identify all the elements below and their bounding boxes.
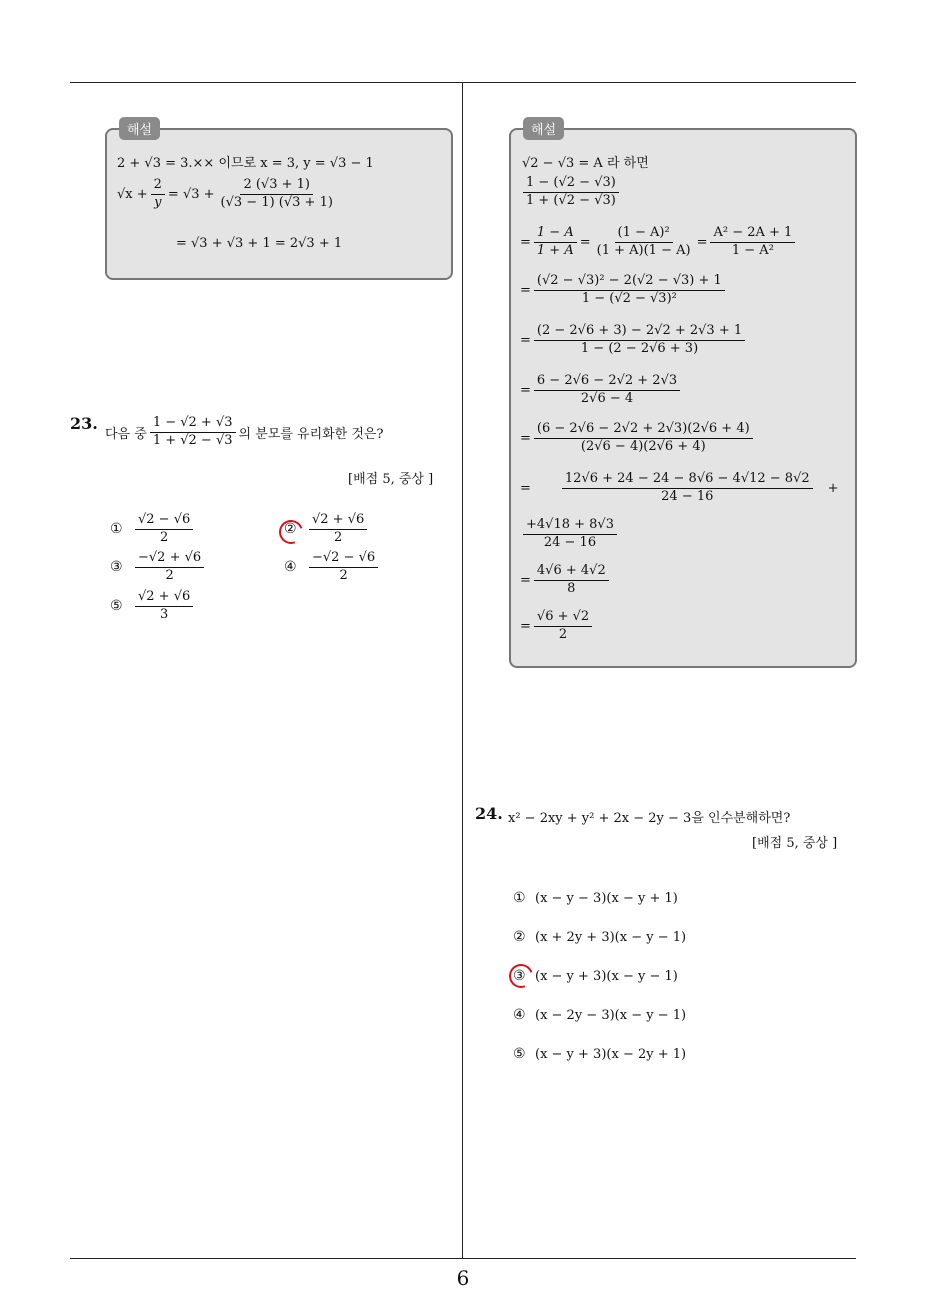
solution-step	[520, 374, 683, 407]
equals: =	[696, 234, 708, 250]
denominator: 2√6 − 4	[580, 390, 634, 406]
score-label: [배점 5, 중상 ]	[348, 472, 434, 487]
fraction	[218, 178, 336, 211]
fraction	[534, 564, 609, 597]
choice-text: (x + 2y + 3)(x − y − 1)	[535, 929, 687, 945]
answer-circle-mark	[505, 960, 537, 992]
fraction	[534, 324, 745, 357]
solution-step	[520, 226, 798, 259]
numerator: √2 + √6	[135, 590, 193, 607]
choice-fraction	[309, 551, 378, 584]
numerator: 1 − A	[534, 226, 577, 243]
numerator: 1 − √2 + √3	[150, 416, 236, 433]
equals: =	[520, 332, 531, 348]
choice-5[interactable]	[513, 1046, 686, 1062]
numerator: (√2 − √3)² − 2(√2 − √3) + 1	[534, 274, 725, 291]
question-text	[105, 416, 383, 449]
denominator: 3	[160, 606, 169, 622]
fraction	[534, 374, 680, 407]
solution-equation	[117, 178, 339, 211]
plus-sign: +	[827, 480, 839, 496]
choice-1[interactable]	[110, 513, 196, 546]
choice-fraction	[135, 590, 193, 623]
equals: =	[579, 234, 591, 250]
denominator: 1 + √2 − √3	[152, 432, 233, 448]
numerator: 2	[151, 178, 165, 195]
numerator: +4√18 + 8√3	[523, 518, 617, 535]
numerator: (1 − A)²	[615, 226, 673, 243]
equation-term: √x +	[117, 186, 148, 202]
fraction	[534, 610, 592, 643]
choice-1[interactable]	[513, 890, 678, 906]
solution-step	[520, 610, 595, 643]
fraction	[151, 178, 165, 211]
numerator: 1 − (√2 − √3)	[523, 176, 619, 193]
solution-line: √2 − √3 = A 라 하면	[522, 156, 649, 171]
denominator: 1 − (2 − 2√6 + 3)	[580, 340, 699, 356]
denominator: 1 + A	[536, 242, 574, 258]
numerator: 4√6 + 4√2	[534, 564, 609, 581]
question-number: 23.	[70, 414, 98, 433]
denominator: (√3 − 1) (√3 + 1)	[220, 194, 333, 210]
choice-mark: ⑤	[513, 1046, 526, 1062]
choice-5[interactable]	[110, 590, 196, 623]
denominator: 24 − 16	[661, 488, 714, 504]
choice-2[interactable]	[513, 929, 686, 945]
denominator: 1 + (√2 − √3)	[526, 192, 616, 208]
solution-line: 2 + √3 = 3.×× 이므로 x = 3, y = √3 − 1	[117, 156, 374, 171]
fraction	[523, 518, 617, 551]
numerator: √6 + √2	[534, 610, 592, 627]
choice-4[interactable]	[513, 1007, 686, 1023]
fraction	[534, 274, 725, 307]
denominator: 24 − 16	[543, 534, 597, 550]
choice-mark: ③	[513, 968, 526, 984]
solution-tag: 해설	[119, 117, 160, 140]
equals: =	[520, 618, 531, 634]
score-label: [배점 5, 중상 ]	[752, 836, 838, 851]
choice-mark: ①	[513, 890, 526, 906]
solution-step	[520, 274, 728, 307]
choice-3[interactable]	[513, 968, 678, 984]
denominator: 1 − (√2 − √3)²	[581, 290, 677, 306]
top-rule	[70, 82, 856, 83]
equals: =	[520, 430, 531, 446]
choice-fraction	[135, 551, 204, 584]
equals: =	[520, 234, 531, 250]
equation-term: = √3 +	[167, 186, 215, 202]
fraction	[594, 226, 694, 259]
fraction	[710, 226, 795, 259]
denominator: 2	[339, 567, 348, 583]
choice-mark: ③	[110, 559, 123, 576]
numerator: 6 − 2√6 − 2√2 + 2√3	[534, 374, 680, 391]
equals: =	[520, 382, 531, 398]
question-number: 24.	[475, 804, 503, 823]
choice-text: (x − 2y − 3)(x − y − 1)	[535, 1007, 687, 1023]
question-fraction	[150, 416, 236, 449]
solution-step	[520, 472, 839, 505]
numerator: −√2 + √6	[135, 551, 204, 568]
solution-step	[520, 422, 756, 455]
page-number: 6	[456, 1266, 470, 1290]
choice-mark: ②	[513, 929, 526, 945]
solution-step	[520, 324, 748, 357]
numerator: (2 − 2√6 + 3) − 2√2 + 2√3 + 1	[534, 324, 745, 341]
fraction	[534, 422, 753, 455]
denominator: (1 + A)(1 − A)	[596, 242, 691, 258]
denominator: 2	[165, 567, 174, 583]
choice-mark: ⑤	[110, 598, 123, 615]
choice-text: (x − y − 3)(x − y + 1)	[535, 890, 678, 906]
solution-line: = √3 + √3 + 1 = 2√3 + 1	[176, 236, 343, 251]
numerator: √2 − √6	[135, 513, 193, 530]
denominator: 2	[558, 626, 568, 642]
choice-text: (x − y + 3)(x − 2y + 1)	[535, 1046, 687, 1062]
fraction	[534, 226, 577, 259]
question-prefix: 다음 중	[105, 426, 147, 442]
choice-fraction	[135, 513, 193, 546]
question-suffix: 의 분모를 유리화한 것은?	[238, 426, 384, 442]
column-divider	[462, 83, 463, 1259]
numerator: A² − 2A + 1	[710, 226, 795, 243]
bottom-rule	[70, 1258, 856, 1259]
fraction	[562, 472, 813, 505]
denominator: 8	[567, 580, 576, 596]
numerator: √2 + √6	[309, 513, 367, 530]
solution-step	[520, 564, 612, 597]
solution-step	[520, 176, 622, 209]
denominator: y	[154, 194, 162, 210]
equals: =	[520, 480, 531, 496]
choice-mark: ①	[110, 521, 123, 538]
choice-text: (x − y + 3)(x − y − 1)	[535, 968, 678, 984]
fraction	[523, 176, 619, 209]
equals: =	[520, 572, 531, 588]
choice-4[interactable]	[284, 551, 381, 584]
denominator: (2√6 − 4)(2√6 + 4)	[580, 438, 706, 454]
denominator: 2	[160, 529, 169, 545]
choice-3[interactable]	[110, 551, 207, 584]
choice-fraction	[309, 513, 367, 546]
numerator: 2 (√3 + 1)	[240, 178, 313, 195]
question-text: x² − 2xy + y² + 2x − 2y − 3을 인수분해하면?	[508, 811, 791, 826]
choice-mark: ②	[284, 521, 297, 538]
choice-mark: ④	[513, 1007, 526, 1023]
choice-mark: ④	[284, 559, 297, 576]
solution-tag: 해설	[523, 117, 564, 140]
numerator: (6 − 2√6 − 2√2 + 2√3)(2√6 + 4)	[534, 422, 753, 439]
denominator: 1 − A²	[731, 242, 774, 258]
numerator: −√2 − √6	[309, 551, 378, 568]
equals: =	[520, 282, 531, 298]
denominator: 2	[334, 529, 343, 545]
solution-step	[520, 518, 620, 551]
numerator: 12√6 + 24 − 24 − 8√6 − 4√12 − 8√2	[562, 472, 813, 489]
